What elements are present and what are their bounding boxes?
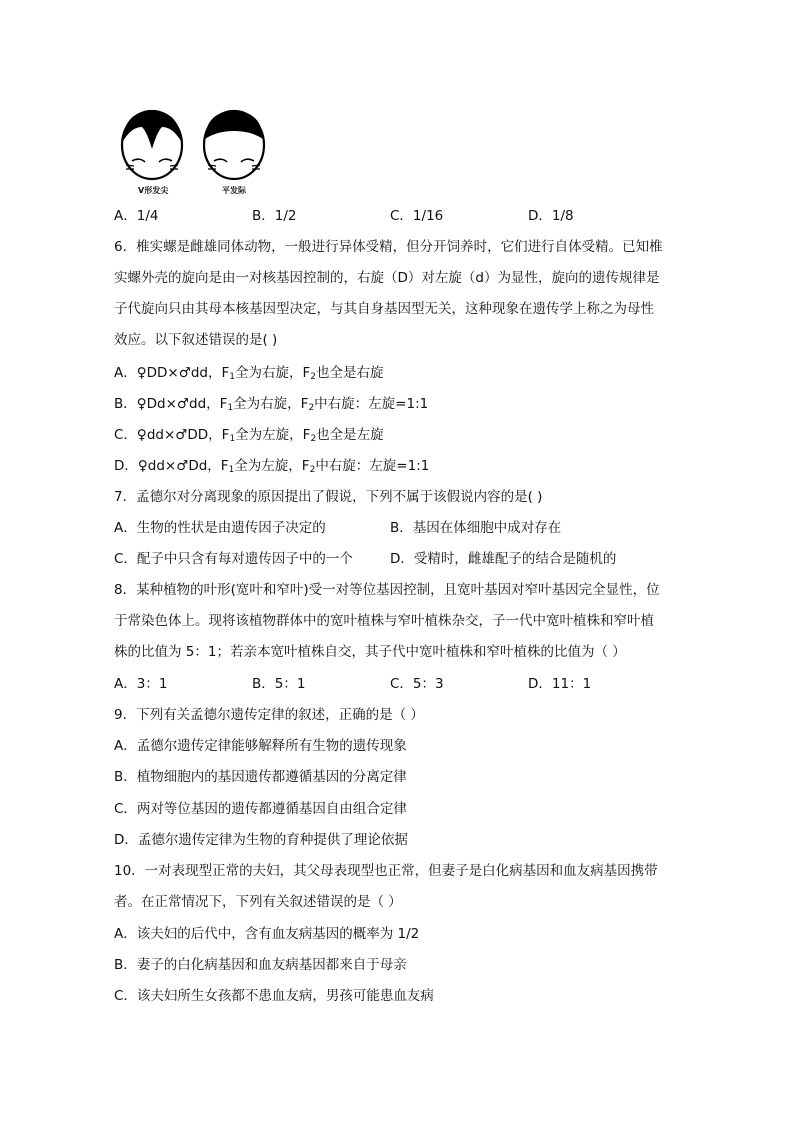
q9-option-d: D．孟德尔遗传定律为生物的育种提供了理论依据 [114,832,408,848]
q8-option-b: B．5：1 [252,676,306,692]
q6-option-b: B．♀Dd×♂dd，$F_1$全为右旋，$F_2$中右旋：左旋=1:1 [114,396,429,413]
q10-option-a: A．该夫妇的后代中，含有血友病基因的概率为 1/2 [114,926,420,942]
q8-option-a: A．3：1 [114,676,168,692]
figure-label-straight-hairline: 平发际 [222,186,246,195]
q8-option-d: D．11：1 [528,676,592,692]
q8-stem-line-3: 株的比值为 5：1；若亲本宽叶植株自交，其子代中宽叶植株和窄叶植株的比值为（ ） [114,644,626,660]
q10-stem-line-1: 10．一对表现型正常的夫妇，其父母表现型也正常，但妻子是白化病基因和血友病基因携带 [114,863,658,879]
q8-option-c: C．5：3 [390,676,444,692]
hairline-illustration [118,105,278,197]
q6-option-c: C．♀dd×♂DD，$F_1$全为左旋，$F_2$也全是左旋 [114,427,384,444]
q7-option-c: C．配子中只含有每对遗传因子中的一个 [114,551,353,567]
straight-hairline-head [204,111,264,179]
q7-option-b: B．基因在体细胞中成对存在 [390,520,562,536]
q10-option-c: C．该夫妇所生女孩都不患血友病，男孩可能患血友病 [114,988,434,1004]
q6-option-d: D．♀dd×♂Dd，$F_1$全为左旋，$F_2$中右旋：左旋=1:1 [114,458,430,475]
hairline-figure [118,105,278,197]
figure-label-v-hairline: V形发尖 [138,186,169,195]
q6-stem-line-1: 6．椎实螺是雌雄同体动物，一般进行异体受精，但分开饲养时，它们进行自体受精。已知椎 [114,239,663,255]
q6-option-a: A．♀DD×♂dd，$F_1$全为右旋，$F_2$也全是右旋 [114,365,384,382]
v-hairline-head [122,111,182,179]
q7-option-a: A．生物的性状是由遗传因子决定的 [114,520,326,536]
q8-stem-line-2: 于常染色体上。现将该植物群体中的宽叶植株与窄叶植株杂交，子一代中宽叶植株和窄叶植 [114,613,654,629]
q9-option-c: C．两对等位基因的遗传都遵循基因自由组合定律 [114,801,407,817]
q6-stem-line-4: 效应。以下叙述错误的是( ) [114,332,278,348]
q5-option-c: C．1/16 [390,208,444,224]
q10-stem-line-2: 者。在正常情况下，下列有关叙述错误的是（ ） [114,894,402,910]
q6-stem-line-2: 实螺外壳的旋向是由一对核基因控制的，右旋（D）对左旋（d）为显性，旋向的遗传规律是 [114,270,660,286]
q7-stem: 7．孟德尔对分离现象的原因提出了假说，下列不属于该假说内容的是( ) [114,489,543,505]
q6-stem-line-3: 子代旋向只由其母本核基因型决定，与其自身基因型无关，这种现象在遗传学上称之为母性 [114,301,654,317]
q9-option-b: B．植物细胞内的基因遗传都遵循基因的分离定律 [114,769,407,785]
q7-option-d: D．受精时，雌雄配子的结合是随机的 [390,551,617,567]
q5-option-d: D．1/8 [528,208,574,224]
q8-stem-line-1: 8．某种植物的叶形(宽叶和窄叶)受一对等位基因控制，且宽叶基因对窄叶基因完全显性，位 [114,582,660,598]
q10-option-b: B．妻子的白化病基因和血友病基因都来自于母亲 [114,957,407,973]
q5-option-a: A．1/4 [114,208,159,224]
q9-stem: 9．下列有关孟德尔遗传定律的叙述，正确的是（ ） [114,707,424,723]
q5-option-b: B．1/2 [252,208,297,224]
q9-option-a: A．孟德尔遗传定律能够解释所有生物的遗传现象 [114,738,407,754]
